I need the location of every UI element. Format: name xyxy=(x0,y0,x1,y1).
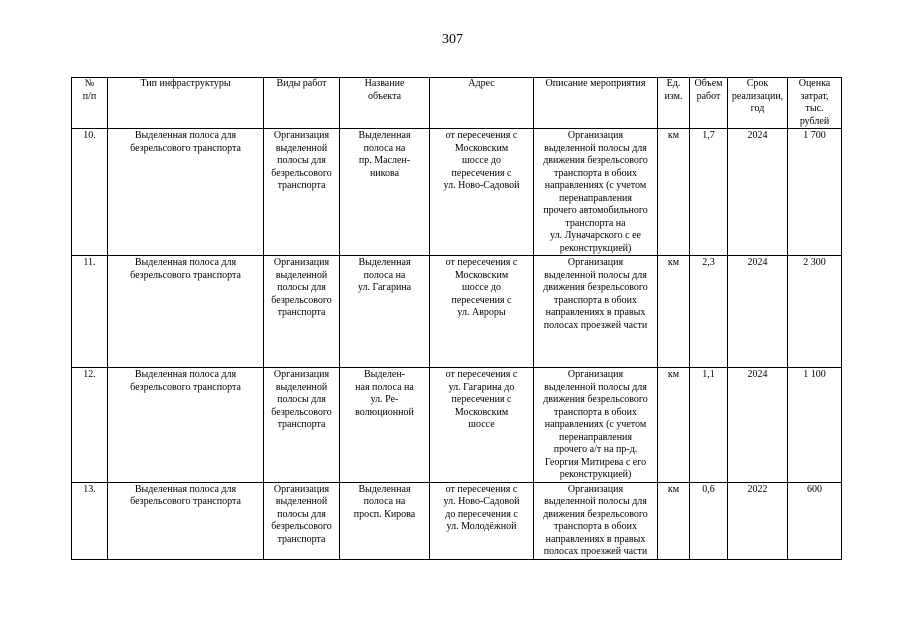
cell-object-line: полоса на xyxy=(363,142,406,154)
cell-description-line: транспорта в обоих xyxy=(553,406,638,418)
cell-work-line: Организация xyxy=(273,257,330,268)
cell-address-line: Московским xyxy=(454,269,509,281)
cell-description-line: реконструкцией) xyxy=(559,469,632,480)
cell-address-line: ул. Гагарина до xyxy=(448,381,515,393)
cell-object-line: ул. Гагарина xyxy=(357,282,412,293)
cell-address xyxy=(430,482,534,559)
cell-description-line: транспорта в обоих xyxy=(553,167,638,179)
cell-address-line: Московским xyxy=(454,406,509,418)
header-volume: Объем работ xyxy=(690,78,728,129)
cell-volume: 0,6 xyxy=(690,482,728,559)
cell-description-line: Организация xyxy=(567,369,624,380)
cell-description-line: движения безрельсового xyxy=(543,508,648,520)
cell-type-line: Выделенная полоса для xyxy=(134,369,237,380)
cell-description-line: реконструкцией) xyxy=(559,242,632,254)
cell-description-line: выделенной полосы для xyxy=(544,496,647,507)
cell-work-line: транспорта xyxy=(277,419,326,430)
cell-description-line: направлениях в правых xyxy=(545,307,646,318)
cell-work-line: транспорта xyxy=(277,533,326,545)
cell-address xyxy=(430,256,534,368)
cell-description xyxy=(534,482,658,559)
cell-description-line: прочего автомобильного xyxy=(543,205,648,216)
cell-type-line: Выделенная полоса для xyxy=(134,483,237,495)
cell-num: 11. xyxy=(72,256,108,368)
cell-description-line: выделенной полосы для xyxy=(544,142,647,154)
cell-object-line: ная полоса на xyxy=(355,381,414,393)
cell-cost: 1 700 xyxy=(788,129,842,256)
cell-work-line: транспорта xyxy=(277,307,326,318)
cell-cost: 2 300 xyxy=(788,256,842,368)
header-type: Тип инфраструктуры xyxy=(108,78,264,129)
cell-address-line: пересечения с xyxy=(451,294,512,306)
cell-address xyxy=(430,368,534,483)
cell-work-line: выделенной xyxy=(275,142,328,154)
cell-description-line: движения безрельсового xyxy=(543,394,648,405)
cell-description-line: Организация xyxy=(567,483,624,495)
cell-work-line: полосы для xyxy=(277,282,326,293)
cell-address-line: до пересечения с xyxy=(445,508,518,520)
cell-year: 2024 xyxy=(728,256,788,368)
cell-object xyxy=(340,368,430,483)
cell-description-line: полосах проезжей части xyxy=(543,546,648,557)
cell-object-line: пр. Маслен- xyxy=(358,155,411,166)
cell-work-line: безрельсового xyxy=(271,406,332,418)
cell-work xyxy=(264,256,340,368)
header-num: № п/п xyxy=(72,78,108,129)
cell-description-line: выделенной полосы для xyxy=(544,269,647,281)
cell-description-line: направлениях (с учетом xyxy=(544,180,647,191)
cell-work-line: выделенной xyxy=(275,496,328,507)
cell-year: 2024 xyxy=(728,129,788,256)
header-object: Название объекта xyxy=(340,78,430,129)
cell-description-line: Георгия Митирева с его xyxy=(544,456,647,468)
cell-work xyxy=(264,482,340,559)
cell-type-line: безрельсового транспорта xyxy=(130,381,241,393)
cell-work-line: полосы для xyxy=(277,394,326,405)
cell-volume: 2,3 xyxy=(690,256,728,368)
cell-address-line: от пересечения с xyxy=(445,369,518,380)
cell-description-line: транспорта на xyxy=(565,217,626,229)
cell-work xyxy=(264,368,340,483)
cell-volume: 1,7 xyxy=(690,129,728,256)
cell-description xyxy=(534,368,658,483)
cell-unit: км xyxy=(658,256,690,368)
cell-address-line: от пересечения с xyxy=(445,130,518,141)
cell-type xyxy=(108,256,264,368)
cell-type-line: Выделенная полоса для xyxy=(134,257,237,268)
cell-address-line: от пересечения с xyxy=(445,257,518,268)
cell-description-line: перенаправления xyxy=(559,431,632,443)
cell-type-line: Выделенная полоса для xyxy=(134,130,237,141)
cell-year: 2024 xyxy=(728,368,788,483)
cell-address-line: шоссе до xyxy=(462,282,501,293)
cell-work-line: выделенной xyxy=(275,381,328,393)
cell-type-line: безрельсового транспорта xyxy=(130,269,241,281)
cell-object-line: Выделенная xyxy=(358,483,411,495)
cell-unit: км xyxy=(658,368,690,483)
cell-work-line: Организация xyxy=(273,130,330,141)
cell-type-line: безрельсового транспорта xyxy=(130,496,241,507)
cell-object xyxy=(340,129,430,256)
infrastructure-table xyxy=(71,77,842,560)
cell-address xyxy=(430,129,534,256)
cell-work xyxy=(264,129,340,256)
table-row xyxy=(72,482,842,559)
cell-work-line: полосы для xyxy=(277,155,326,166)
cell-object xyxy=(340,482,430,559)
page-number: 307 xyxy=(442,32,463,47)
cell-object-line: полоса на xyxy=(363,269,406,281)
cell-description-line: направлениях в правых xyxy=(545,533,646,545)
cell-description-line: выделенной полосы для xyxy=(544,381,647,393)
table-row xyxy=(72,368,842,483)
cell-type-line: безрельсового транспорта xyxy=(130,142,241,154)
cell-description-line: движения безрельсового xyxy=(543,155,648,166)
cell-object xyxy=(340,256,430,368)
cell-description-line: движения безрельсового xyxy=(543,282,648,293)
cell-description xyxy=(534,256,658,368)
cell-type xyxy=(108,368,264,483)
cell-address-line: Московским xyxy=(454,142,509,154)
cell-description-line: Организация xyxy=(567,257,624,268)
cell-work-line: безрельсового xyxy=(271,521,332,532)
cell-unit: км xyxy=(658,482,690,559)
cell-description xyxy=(534,129,658,256)
cell-address-line: шоссе xyxy=(468,419,495,430)
cell-object-line: Выделенная xyxy=(358,257,411,268)
cell-description-line: прочего а/т на пр-д. xyxy=(553,444,638,455)
cell-cost: 1 100 xyxy=(788,368,842,483)
cell-object-line: полоса на xyxy=(363,496,406,507)
cell-work-line: полосы для xyxy=(277,508,326,520)
cell-num: 13. xyxy=(72,482,108,559)
cell-work-line: безрельсового xyxy=(271,294,332,306)
cell-description-line: Организация xyxy=(567,130,624,141)
header-cost: Оценка затрат, тыс. рублей xyxy=(788,78,842,129)
header-year: Срок реализации, год xyxy=(728,78,788,129)
cell-work-line: безрельсового xyxy=(271,167,332,179)
cell-description-line: транспорта в обоих xyxy=(553,294,638,306)
cell-unit: км xyxy=(658,129,690,256)
cell-address-line: ул. Ново-Садовой xyxy=(443,496,520,507)
cell-address-line: от пересечения с xyxy=(445,483,518,495)
cell-description-line: перенаправления xyxy=(559,192,632,204)
cell-address-line: пересечения с xyxy=(451,167,512,179)
cell-work-line: выделенной xyxy=(275,269,328,281)
header-address: Адрес xyxy=(430,78,534,129)
table-header-row xyxy=(72,78,842,129)
cell-num: 10. xyxy=(72,129,108,256)
cell-address-line: пересечения с xyxy=(451,394,512,405)
cell-object-line: Выделен- xyxy=(363,369,406,380)
cell-description-line: транспорта в обоих xyxy=(553,521,638,532)
cell-object-line: волюционной xyxy=(355,406,414,418)
cell-address-line: шоссе до xyxy=(462,155,501,166)
header-unit: Ед. изм. xyxy=(658,78,690,129)
cell-description-line: направлениях (с учетом xyxy=(544,419,647,430)
cell-work-line: транспорта xyxy=(277,180,326,191)
cell-object-line: Выделенная xyxy=(358,130,411,141)
cell-type xyxy=(108,129,264,256)
cell-object-line: ул. Ре- xyxy=(370,394,399,405)
cell-description-line: ул. Луначарского с ее xyxy=(550,230,641,241)
cell-address-line: ул. Авроры xyxy=(457,307,506,318)
table-row xyxy=(72,256,842,368)
cell-cost: 600 xyxy=(788,482,842,559)
cell-work-line: Организация xyxy=(273,369,330,380)
header-work: Виды работ xyxy=(264,78,340,129)
cell-address-line: ул. Молодёжной xyxy=(446,521,517,532)
cell-work-line: Организация xyxy=(273,483,330,495)
cell-object-line: никова xyxy=(369,167,400,179)
table-row xyxy=(72,129,842,256)
header-description: Описание мероприятия xyxy=(534,78,658,129)
cell-volume: 1,1 xyxy=(690,368,728,483)
cell-year: 2022 xyxy=(728,482,788,559)
cell-object-line: просп. Кирова xyxy=(353,508,416,520)
cell-description-line: полосах проезжей части xyxy=(543,319,648,331)
cell-address-line: ул. Ново-Садовой xyxy=(443,180,520,191)
cell-num: 12. xyxy=(72,368,108,483)
cell-type xyxy=(108,482,264,559)
